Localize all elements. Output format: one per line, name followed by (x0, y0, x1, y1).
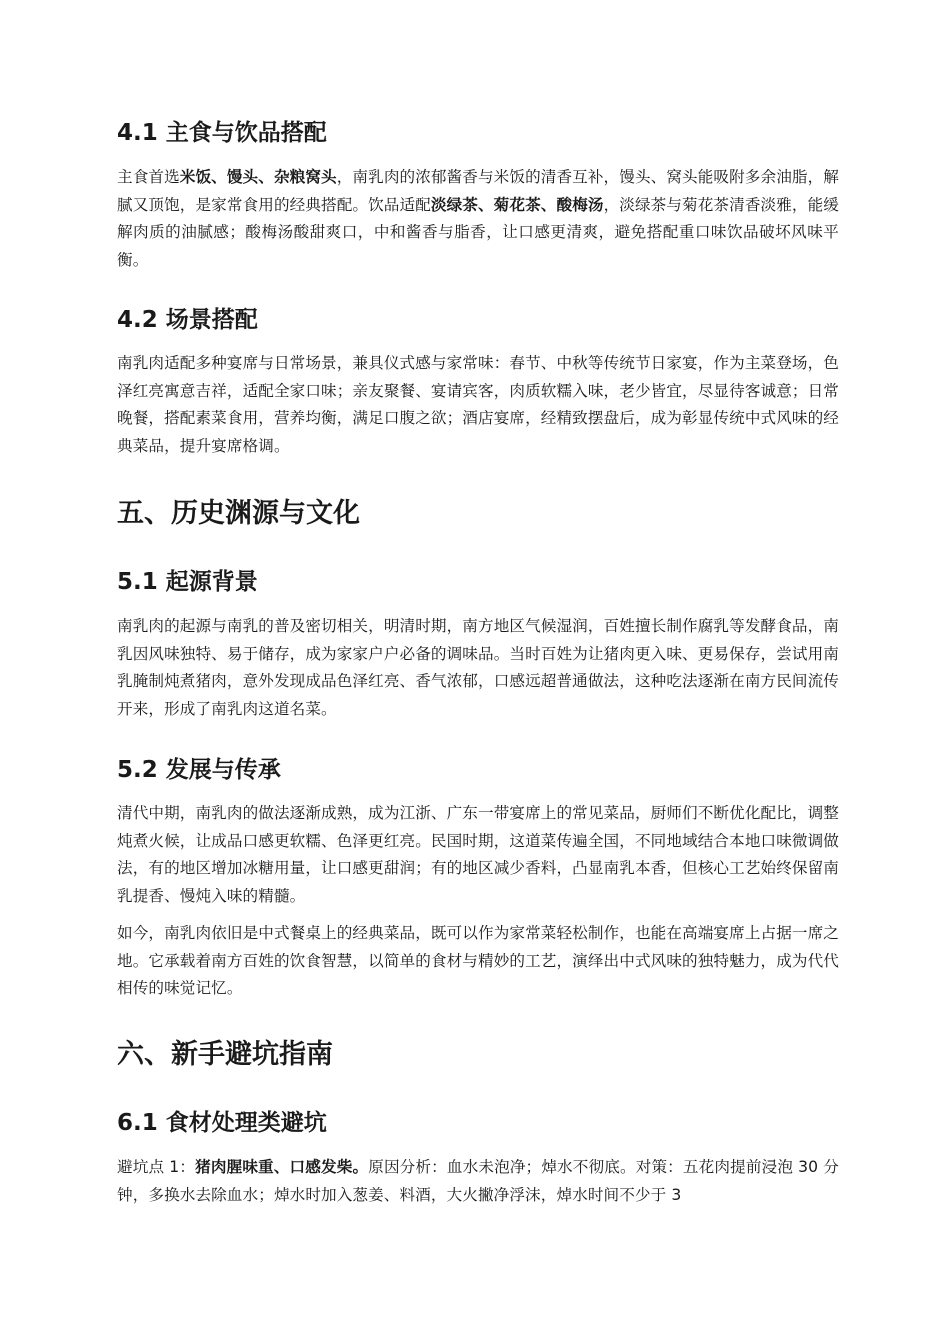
section-4-2-heading: 4.2 场景搭配 (117, 307, 258, 333)
chapter-5-heading: 五、历史渊源与文化 (117, 498, 360, 529)
section-4-1-heading: 4.1 主食与饮品搭配 (117, 120, 327, 146)
section-5-2-heading: 5.2 发展与传承 (117, 757, 281, 783)
section-4-1-paragraph: 主食首选米饭、馒头、杂粮窝头，南乳肉的浓郁酱香与米饭的清香互补，馒头、窝头能吸附多余油脂，解腻又顶饱，是家常食用的经典搭配。饮品适配淡绿茶、菊花茶、酸梅汤，淡绿茶与菊花茶清香淡雅，能缓解肉质的油腻感；酸梅汤酸甜爽口，中和酱香与脂香，让口感更清爽，避免搭配重口味饮品破坏风味平衡。 (117, 168, 839, 269)
section-6-1-paragraph: 避坑点 1：猪肉腥味重、口感发柴。原因分析：血水未泡净；焯水不彻底。对策：五花肉提前浸泡 30 分钟，多换水去除血水；焯水时加入葱姜、料酒，大火撇净浮沫，焯水时间不少于 3 (117, 1158, 839, 1204)
chapter-6-heading: 六、新手避坑指南 (117, 1039, 333, 1070)
section-5-2-paragraph-1: 清代中期，南乳肉的做法逐渐成熟，成为江浙、广东一带宴席上的常见菜品，厨师们不断优化配比，调整炖煮火候，让成品口感更软糯、色泽更红亮。民国时期，这道菜传遍全国，不同地域结合本地口味微调做法，有的地区增加冰糖用量，让口感更甜润；有的地区减少香料，凸显南乳本香，但核心工艺始终保留南乳提香、慢炖入味的精髓。 (117, 804, 839, 905)
section-4-2-paragraph: 南乳肉适配多种宴席与日常场景，兼具仪式感与家常味：春节、中秋等传统节日家宴，作为主菜登场，色泽红亮寓意吉祥，适配全家口味；亲友聚餐、宴请宾客，肉质软糯入味，老少皆宜，尽显待客诚意；日常晚餐，搭配素菜食用，营养均衡，满足口腹之欲；酒店宴席，经精致摆盘后，成为彰显传统中式风味的经典菜品，提升宴席格调。 (117, 354, 839, 455)
section-5-2-paragraph-2: 如今，南乳肉依旧是中式餐桌上的经典菜品，既可以作为家常菜轻松制作，也能在高端宴席上占据一席之地。它承载着南方百姓的饮食智慧，以简单的食材与精妙的工艺，演绎出中式风味的独特魅力，成为代代相传的味觉记忆。 (117, 924, 839, 997)
section-5-1-paragraph: 南乳肉的起源与南乳的普及密切相关，明清时期，南方地区气候湿润，百姓擅长制作腐乳等发酵食品，南乳因风味独特、易于储存，成为家家户户必备的调味品。当时百姓为让猪肉更入味、更易保存，尝试用南乳腌制炖煮猪肉，意外发现成品色泽红亮、香气浓郁，口感远超普通做法，这种吃法逐渐在南方民间流传开来，形成了南乳肉这道名菜。 (117, 617, 839, 718)
section-5-1-heading: 5.1 起源背景 (117, 569, 258, 595)
drinks-bold: 淡绿茶、菊花茶、酸梅汤 (430, 195, 604, 214)
pitfall-1-bold: 猪肉腥味重、口感发柴。 (195, 1158, 369, 1176)
staple-foods-bold: 米饭、馒头、杂粮窝头 (179, 168, 337, 186)
section-6-1-heading: 6.1 食材处理类避坑 (117, 1110, 327, 1136)
